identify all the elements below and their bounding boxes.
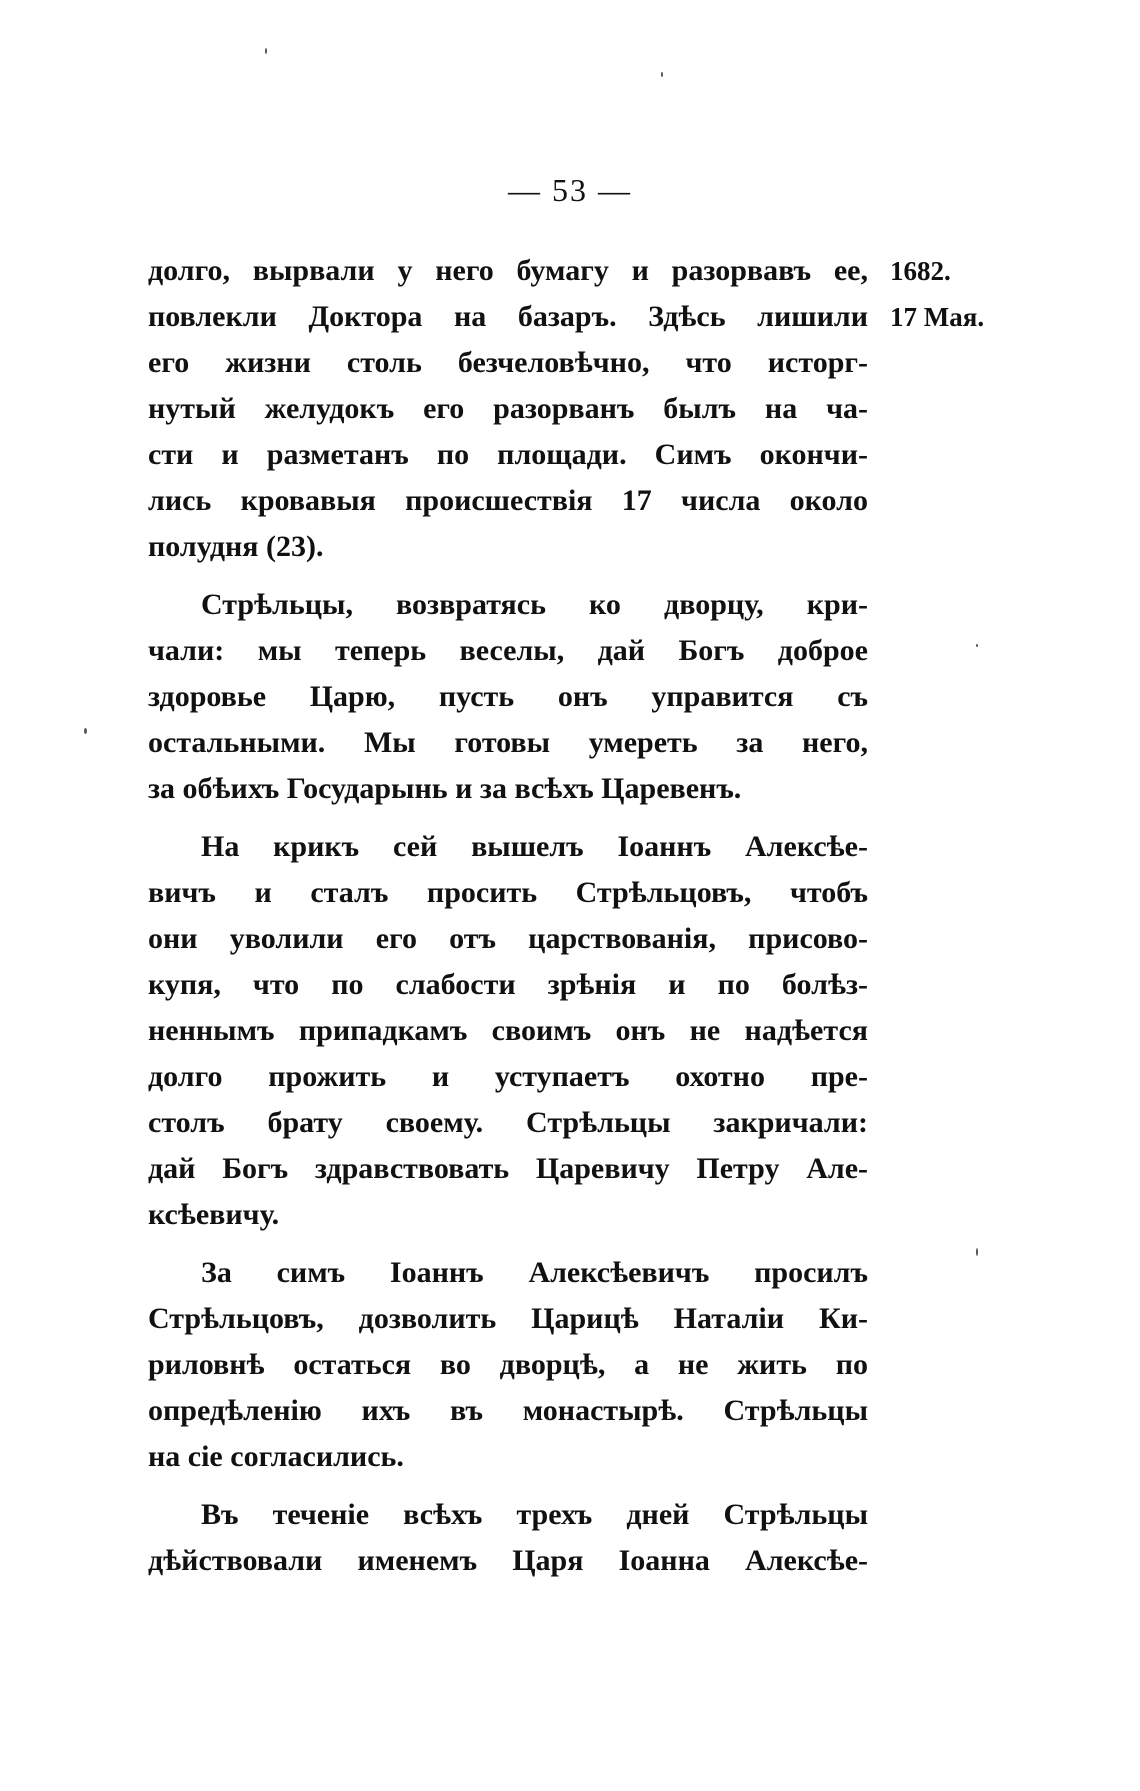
paragraph <box>148 582 868 812</box>
scan-speck <box>661 72 663 77</box>
text-line: Стрѣльцы, возвратясь ко дворцу, кри- <box>201 588 868 621</box>
page-number: — 53 — <box>508 172 632 208</box>
scan-speck <box>976 1248 978 1256</box>
margin-note-date: 17 Мая. <box>890 302 985 332</box>
text-line: На крикъ сей вышелъ Іоаннъ Алексѣе- <box>201 830 868 863</box>
text-line: риловнѣ остаться во дворцѣ, а не жить по <box>148 1348 868 1381</box>
text-line: опредѣленію ихъ въ монастырѣ. Стрѣльцы <box>148 1394 868 1427</box>
margin-note-year: 1682. <box>890 256 951 286</box>
text-line: повлекли Доктора на базаръ. Здѣсь лишили <box>148 300 868 333</box>
scan-speck <box>84 728 87 734</box>
text-line: сти и разметанъ по площади. Симъ окончи- <box>148 438 868 471</box>
text-line: дай Богъ здравствовать Царевичу Петру Але- <box>148 1152 868 1185</box>
text-line: долго прожить и уступаетъ охотно пре- <box>148 1060 868 1093</box>
text-line: лись кровавыя происшествія 17 числа около <box>148 484 868 517</box>
text-line: купя, что по слабости зрѣнія и по болѣз- <box>148 968 868 1001</box>
text-line: За симъ Іоаннъ Алексѣевичъ просилъ <box>201 1256 868 1289</box>
text-line: ксѣевичу. <box>148 1198 280 1231</box>
text-line: остальными. Мы готовы умереть за него, <box>148 726 868 759</box>
text-line: его жизни столь безчеловѣчно, что исторг- <box>148 346 868 379</box>
text-line: за обѣихъ Государынь и за всѣхъ Царевенъ. <box>148 772 742 805</box>
paragraph <box>148 824 868 1238</box>
text-line: здоровье Царю, пусть онъ управится съ <box>148 680 868 713</box>
scan-speck <box>265 48 267 54</box>
text-line: дѣйствовали именемъ Царя Іоанна Алексѣе- <box>148 1544 868 1577</box>
text-line: Въ теченіе всѣхъ трехъ дней Стрѣльцы <box>201 1498 868 1531</box>
body-text <box>148 248 868 1584</box>
paragraph <box>148 248 868 570</box>
text-line: на сіе согласились. <box>148 1440 404 1473</box>
text-line: столъ брату своему. Стрѣльцы закричали: <box>148 1106 868 1139</box>
paragraph <box>148 1492 868 1584</box>
text-line: Стрѣльцовъ, дозволить Царицѣ Наталіи Ки- <box>148 1302 868 1335</box>
text-line: чали: мы теперь веселы, дай Богъ доброе <box>148 634 868 667</box>
scan-speck <box>976 644 978 647</box>
text-line: неннымъ припадкамъ своимъ онъ не надѣется <box>148 1014 868 1047</box>
text-line: они уволили его отъ царствованія, присово- <box>148 922 868 955</box>
paragraph <box>148 1250 868 1480</box>
text-line: нутый желудокъ его разорванъ былъ на ча- <box>148 392 868 425</box>
text-line: полудня (23). <box>148 530 324 563</box>
text-line: вичъ и сталъ просить Стрѣльцовъ, чтобъ <box>148 876 868 909</box>
text-line: долго, вырвали у него бумагу и разорвавъ ее, <box>148 254 868 287</box>
